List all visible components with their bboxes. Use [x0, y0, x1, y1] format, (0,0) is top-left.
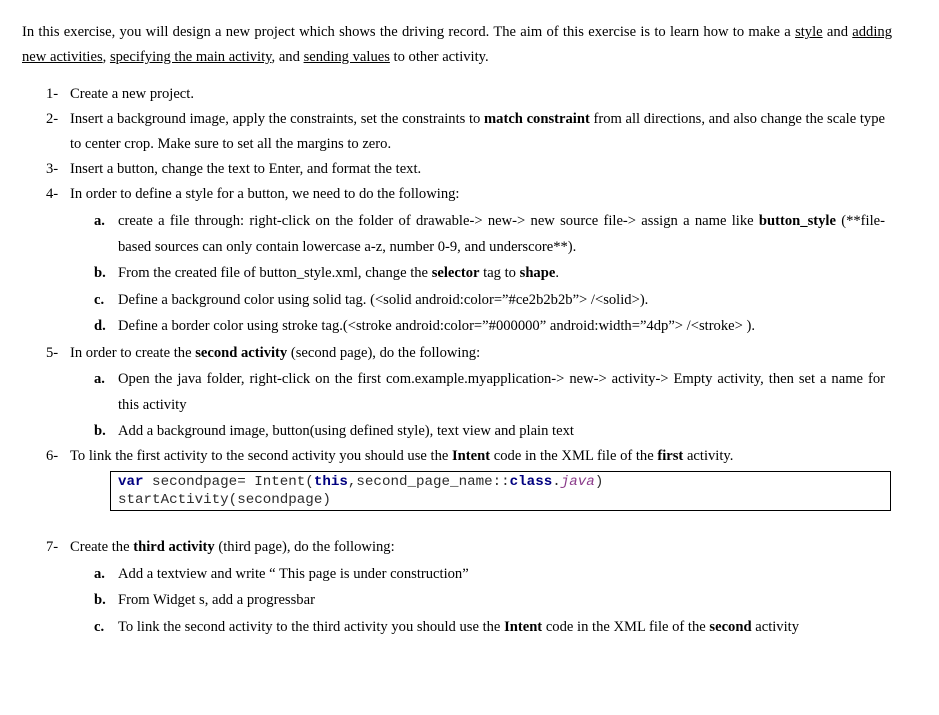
code-text: ): [594, 474, 604, 490]
step-bold-text: Intent: [452, 448, 491, 464]
step-text: Insert a background image, apply the constraints, set the constraints to: [70, 111, 484, 127]
step-4a-text: [118, 208, 885, 260]
intro-text: ,: [102, 49, 110, 65]
step-bold-text: third activity: [133, 539, 215, 555]
sub-letter: a.: [94, 213, 105, 229]
sub-bold-text: shape: [519, 265, 556, 281]
step-5a-text: Open the java folder, right-click on the first com.example.myapplication-> new-> activity-> Empty activity, then set a name for this activity: [118, 371, 885, 413]
step-text: (third page), do the following:: [214, 539, 395, 555]
code-keyword: this: [313, 474, 348, 490]
step-7-text: [70, 535, 885, 560]
intro-text: , and: [271, 49, 304, 65]
step-number: 4-: [46, 186, 59, 202]
step-4b-text: [118, 260, 885, 286]
step-text: Create the: [70, 539, 134, 555]
sub-text: To link the second activity to the third activity you should use the: [118, 619, 505, 635]
step-text: activity.: [683, 448, 734, 464]
code-text: .: [552, 474, 561, 490]
step-text: (second page), do the following:: [287, 345, 481, 361]
sub-bold-text: Intent: [504, 619, 543, 635]
step-text: In order to create the: [70, 345, 196, 361]
step-5b-text: Add a background image, button(using defined style), text view and plain text: [118, 423, 574, 439]
step-number: 5-: [46, 345, 59, 361]
step-7b-text: From Widget s, add a progressbar: [118, 592, 315, 608]
step-6-text: [70, 444, 885, 469]
step-bold-text: match constraint: [484, 111, 590, 127]
step-2-text: [70, 107, 885, 157]
sub-text: .: [555, 265, 559, 281]
sending-values-link: sending values: [303, 49, 390, 65]
sub-letter: a.: [94, 371, 105, 387]
step-text: To link the first activity to the second activity you should use the: [70, 448, 452, 464]
intro-text: to other activity.: [389, 49, 489, 65]
step-number: 2-: [46, 111, 59, 127]
step-4-text: In order to define a style for a button, we need to do the following:: [70, 186, 460, 202]
specifying-main-activity-link: specifying the main activity: [109, 49, 272, 65]
code-keyword: var: [118, 474, 144, 490]
step-bold-text: first: [657, 448, 684, 464]
intro-text: In this exercise, you will design a new project which shows the driving record. The aim of this exercise is to learn how to make a: [22, 24, 796, 40]
step-4d-text: Define a border color using stroke tag.(<stroke android:color=”#000000” android:width=”4dp”> /<stroke> ).: [118, 318, 756, 334]
step-bold-text: second activity: [195, 345, 288, 361]
sub-letter: b.: [94, 592, 106, 608]
code-text: ,second_page_name::: [347, 474, 510, 490]
sub-bold-text: selector: [431, 265, 480, 281]
intro-text: and: [822, 24, 853, 40]
step-7a-text: Add a textview and write “ This page is under construction”: [118, 566, 469, 582]
code-italic: java: [560, 474, 595, 490]
style-link: style: [795, 24, 823, 40]
step-text: code in the XML file of the: [490, 448, 658, 464]
sub-letter: c.: [94, 292, 105, 308]
step-text: from all directions, and also change the scale type to center crop. Make sure to set all the margins to zero.: [70, 111, 885, 152]
step-3-text: Insert a button, change the text to Enter, and format the text.: [70, 161, 422, 177]
sub-letter: a.: [94, 566, 105, 582]
code-text: secondpage= Intent(: [143, 474, 314, 490]
step-7c-text: [118, 614, 885, 640]
sub-letter: b.: [94, 265, 106, 281]
step-number: 1-: [46, 86, 59, 102]
sub-text: create a file through: right-click on the folder of drawable-> new-> new source file-> assign a name like: [118, 213, 759, 229]
sub-letter: c.: [94, 619, 105, 635]
sub-bold-text: second: [709, 619, 752, 635]
sub-letter: b.: [94, 423, 106, 439]
step-number: 6-: [46, 448, 59, 464]
step-4c-text: Define a background color using solid tag. (<solid android:color=”#ce2b2b2b”> /<solid>).: [118, 292, 649, 308]
code-block: [110, 471, 891, 511]
sub-text: tag to: [479, 265, 520, 281]
step-number: 3-: [46, 161, 59, 177]
sub-letter: d.: [94, 318, 106, 334]
intro-paragraph: [22, 20, 892, 70]
code-line-1: [118, 474, 603, 490]
code-line-2: startActivity(secondpage): [118, 492, 331, 508]
sub-text: activity: [751, 619, 800, 635]
step-5-text: [70, 341, 885, 366]
step-number: 7-: [46, 539, 59, 555]
sub-text: code in the XML file of the: [542, 619, 710, 635]
step-1-text: Create a new project.: [70, 86, 194, 102]
sub-bold-text: button_style: [758, 213, 836, 229]
code-keyword: class: [509, 474, 553, 490]
adding-activities-link: adding new activities: [22, 24, 892, 65]
sub-text: From the created file of button_style.xml, change the: [118, 265, 432, 281]
sub-text: (**file-based sources can only contain lowercase a-z, number 0-9, and underscore**).: [118, 213, 885, 255]
